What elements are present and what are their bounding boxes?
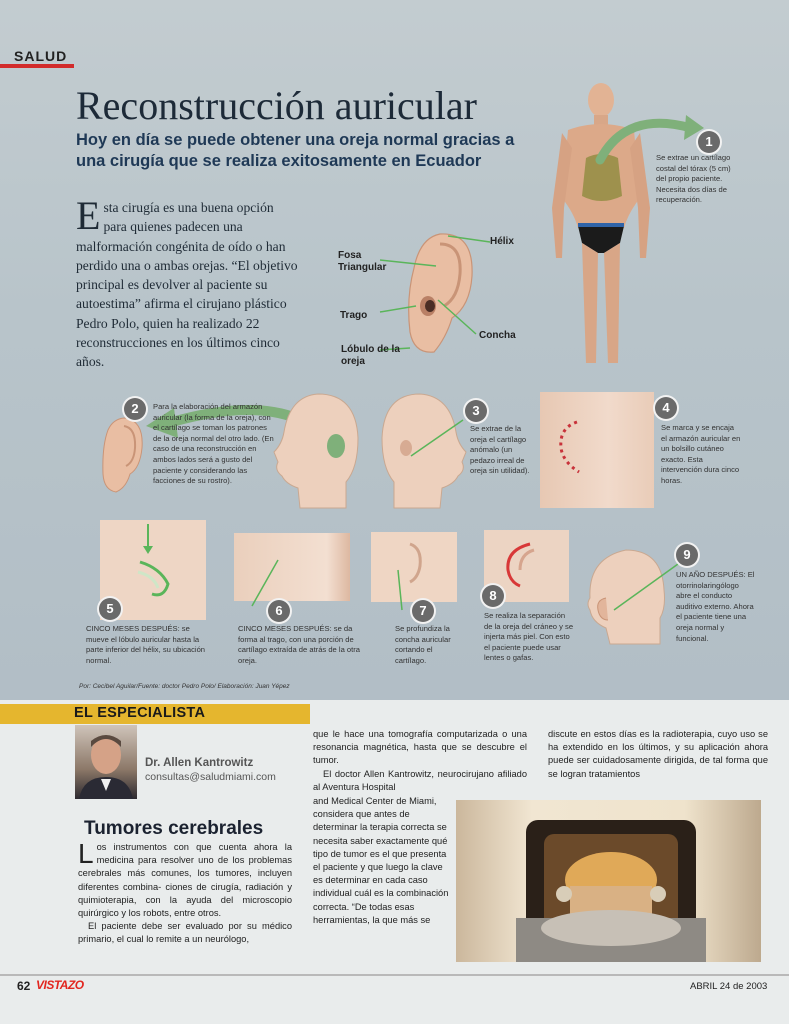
- step-6-number: 6: [268, 600, 290, 622]
- step-3-number: 3: [465, 400, 487, 422]
- step-1-number: 1: [698, 131, 720, 153]
- portrait-figure: [75, 725, 137, 799]
- label-helix: Hélix: [490, 236, 514, 247]
- article-column-3: [548, 728, 768, 781]
- ear-step-2: [100, 416, 146, 494]
- doctor-email: consultas@saludmiami.com: [145, 771, 276, 783]
- step-8-text: Se realiza la separación de la oreja del cráneo y se injerta más piel. Con esto el paciente puede usar lentes o gafas.: [484, 611, 574, 663]
- magazine-logo: VISTAZO: [36, 978, 84, 992]
- article-column-2: [313, 728, 527, 794]
- page-title: Reconstrucción auricular: [76, 83, 477, 128]
- step-9-text: UN AÑO DESPUÉS: El otorrinolaringólogo abre el conducto auditivo externo. Ahora el paciente tiene una oreja normal y funcional.: [676, 570, 755, 643]
- mark-step-4: [555, 418, 585, 478]
- article-title: Tumores cerebrales: [84, 818, 264, 839]
- section-tag-underline: [0, 64, 74, 68]
- step-5-number: 5: [99, 598, 121, 620]
- label-lobulo: Lóbulo de la oreja: [341, 344, 400, 367]
- pointer-9: [610, 562, 680, 612]
- graphic-step-8: [500, 540, 540, 590]
- ear-pointers: [380, 236, 490, 356]
- intro-text: sta cirugía es una buena opción para quienes padecen una malformación congénita de oído o han perdido una o ambas orejas. “El objetivo principal es devolver al paciente su autoestima” afirma el cirujano plástico Pedro Polo, quien ha realizado 22 reconstrucciones en los últimos cinco años.: [76, 200, 298, 370]
- page-subtitle: Hoy en día se puede obtener una oreja normal gracias a una cirugía que se realiza exitosamente en Ecuador: [76, 131, 515, 170]
- infographic-credit: Por: Cecibel Aguilar/Fuente: doctor Pedro Polo/ Elaboración: Juan Yépez: [79, 683, 290, 690]
- step-4-text: Se marca y se encaja el armazón auricular en un bolsillo cutáneo exacto. Esta intervención dura cinco horas.: [661, 423, 741, 485]
- article-paragraph-1: [78, 838, 292, 920]
- pointer-3: [405, 418, 465, 458]
- article-paragraph-4b: and Medical Center de Miami, considera que antes de determinar la terapia correcta se necesita saber exactamente qué tipo de tumor es el que presenta el paciente y que luego la clave es determinar en cada caso individual cuál es la combinación correcta. “De todas esas herramientas, la que más se: [313, 796, 449, 925]
- doctor-name: Dr. Allen Kantrowitz: [145, 757, 254, 769]
- article-dropcap: L: [78, 838, 94, 869]
- graphic-step-5: [130, 524, 180, 604]
- article-paragraph-5: discute en estos días es la radioterapia, cuyo uso se ha extendido en los últimos, y su aplicación ahora puede ser cuidadosamente dirigida, de tal forma que se logran tratamientos: [548, 729, 768, 779]
- page-number: 62: [17, 979, 31, 993]
- intro-paragraph: [76, 193, 298, 372]
- step-3-text: Se extrae de la oreja el cartílago anómalo (un pedazo irreal de oreja sin utilidad).: [470, 424, 530, 476]
- label-trago: Trago: [340, 310, 368, 321]
- step-6-text: CINCO MESES DESPUÉS: se da forma al trago, con una porción de cartílago extraída de atrás de la otra oreja.: [238, 624, 360, 665]
- step-9-number: 9: [676, 544, 698, 566]
- section-tag: SALUD: [14, 48, 68, 64]
- step-7-text: Se profundiza la concha auricular cortando el cartílago.: [395, 624, 451, 665]
- step-1-text: Se extrae un cartílago costal del tórax (5 cm) del propio paciente. Necesita dos días de recuperación.: [656, 153, 731, 205]
- step-7-number: 7: [412, 600, 434, 622]
- doctor-portrait: [75, 725, 137, 799]
- footer-rule: [0, 974, 789, 976]
- step-8-number: 8: [482, 585, 504, 607]
- article-column-2-wrap: [313, 795, 453, 927]
- head-step-2: [272, 390, 364, 510]
- article-paragraph-4a: El doctor Allen Kantrowitz, neurocirujano afiliado al Aventura Hospital: [313, 768, 527, 792]
- article-paragraph-1-text: os instrumentos con que cuenta ahora la medicina para resolver uno de los problemas cerebrales más comunes, los tumores, incluyen diferentes combina- ciones de cirugía, radiación y quimioterapia, con la ayuda del microscopio quirúrgico y los robots, entre otros.: [78, 842, 292, 919]
- step-4-number: 4: [655, 397, 677, 419]
- step-5-text: CINCO MESES DESPUÉS: se mueve el lóbulo auricular hasta la parte inferior del hélix, su ubicación normal.: [86, 624, 206, 665]
- mri-photo: [456, 800, 761, 962]
- step-2-number: 2: [124, 398, 146, 420]
- label-fosa-triangular: Fosa Triangular: [338, 250, 387, 273]
- mri-machine: [456, 800, 761, 962]
- label-concha: Concha: [479, 330, 516, 341]
- step-2-text: Para la elaboración del armazón auricular (la forma de la oreja), con el cartílago se toman los patrones de la oreja normal del otro lado. (En caso de una reconstrucción en ambos lados será a gusto del paciente y considerando las facciones de su rostro).: [153, 402, 274, 486]
- issue-date: ABRIL 24 de 2003: [690, 981, 768, 992]
- article-column-1: [78, 838, 292, 947]
- intro-dropcap: E: [76, 193, 101, 238]
- specialist-heading: EL ESPECIALISTA: [74, 705, 206, 721]
- article-paragraph-3: que le hace una tomografía computarizada o una resonancia magnética, hasta que se descubre el tumor.: [313, 729, 527, 766]
- article-paragraph-2: El paciente debe ser evaluado por su médico primario, el cual lo remite a un neurólogo,: [78, 921, 292, 945]
